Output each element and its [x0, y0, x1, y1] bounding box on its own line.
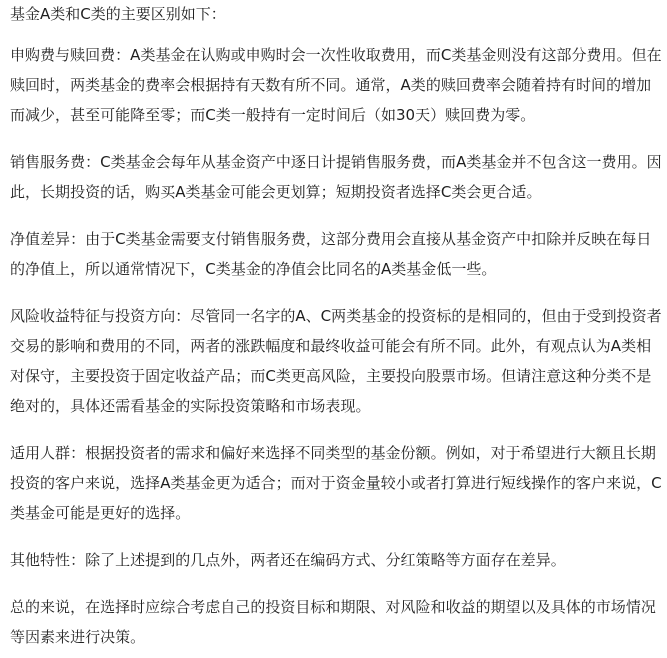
paragraph-other-features: 其他特性：除了上述提到的几点外，两者还在编码方式、分红策略等方面存在差异。: [10, 551, 566, 569]
paragraph-service-fee: 销售服务费：C类基金会每年从基金资产中逐日计提销售服务费，而A类基金并不包含这一费用。因此，长期投资的话，购买A类基金可能会更划算；短期投资者选择C类会更合适。: [10, 153, 662, 201]
paragraph-risk-return: 风险收益特征与投资方向：尽管同一名字的A、C两类基金的投资标的是相同的，但由于受到投资者交易的影响和费用的不同，两者的涨跌幅度和最终收益可能会有所不同。此外，有观点认为A类相对保守，主要投资于固定收益产品；而C类更高风险，主要投向股票市场。但请注意这种分类不是绝对的，具体还需看基金的实际投资策略和市场表现。: [10, 307, 662, 415]
paragraph-target-investors: 适用人群：根据投资者的需求和偏好来选择不同类型的基金份额。例如，对于希望进行大额且长期投资的客户来说，选择A类基金更为适合；而对于资金量较小或者打算进行短线操作的客户来说，C类基金可能是更好的选择。: [10, 444, 662, 522]
paragraph-nav-difference: 净值差异：由于C类基金需要支付销售服务费，这部分费用会直接从基金资产中扣除并反映在每日的净值上，所以通常情况下，C类基金的净值会比同名的A类基金低一些。: [10, 230, 652, 278]
paragraph-fees: 申购费与赎回费：A类基金在认购或申购时会一次性收取费用，而C类基金则没有这部分费用。但在赎回时，两类基金的费率会根据持有天数有所不同。通常，A类的赎回费率会随着持有时间的增加而减少，甚至可能降至零；而C类一般持有一定时间后（如30天）赎回费为零。: [10, 46, 662, 124]
document-body: [10, 0, 662, 652]
paragraph-conclusion: 总的来说，在选择时应综合考虑自己的投资目标和期限、对风险和收益的期望以及具体的市场情况等因素来进行决策。: [10, 598, 656, 646]
intro-line: 基金A类和C类的主要区别如下：: [10, 5, 226, 23]
